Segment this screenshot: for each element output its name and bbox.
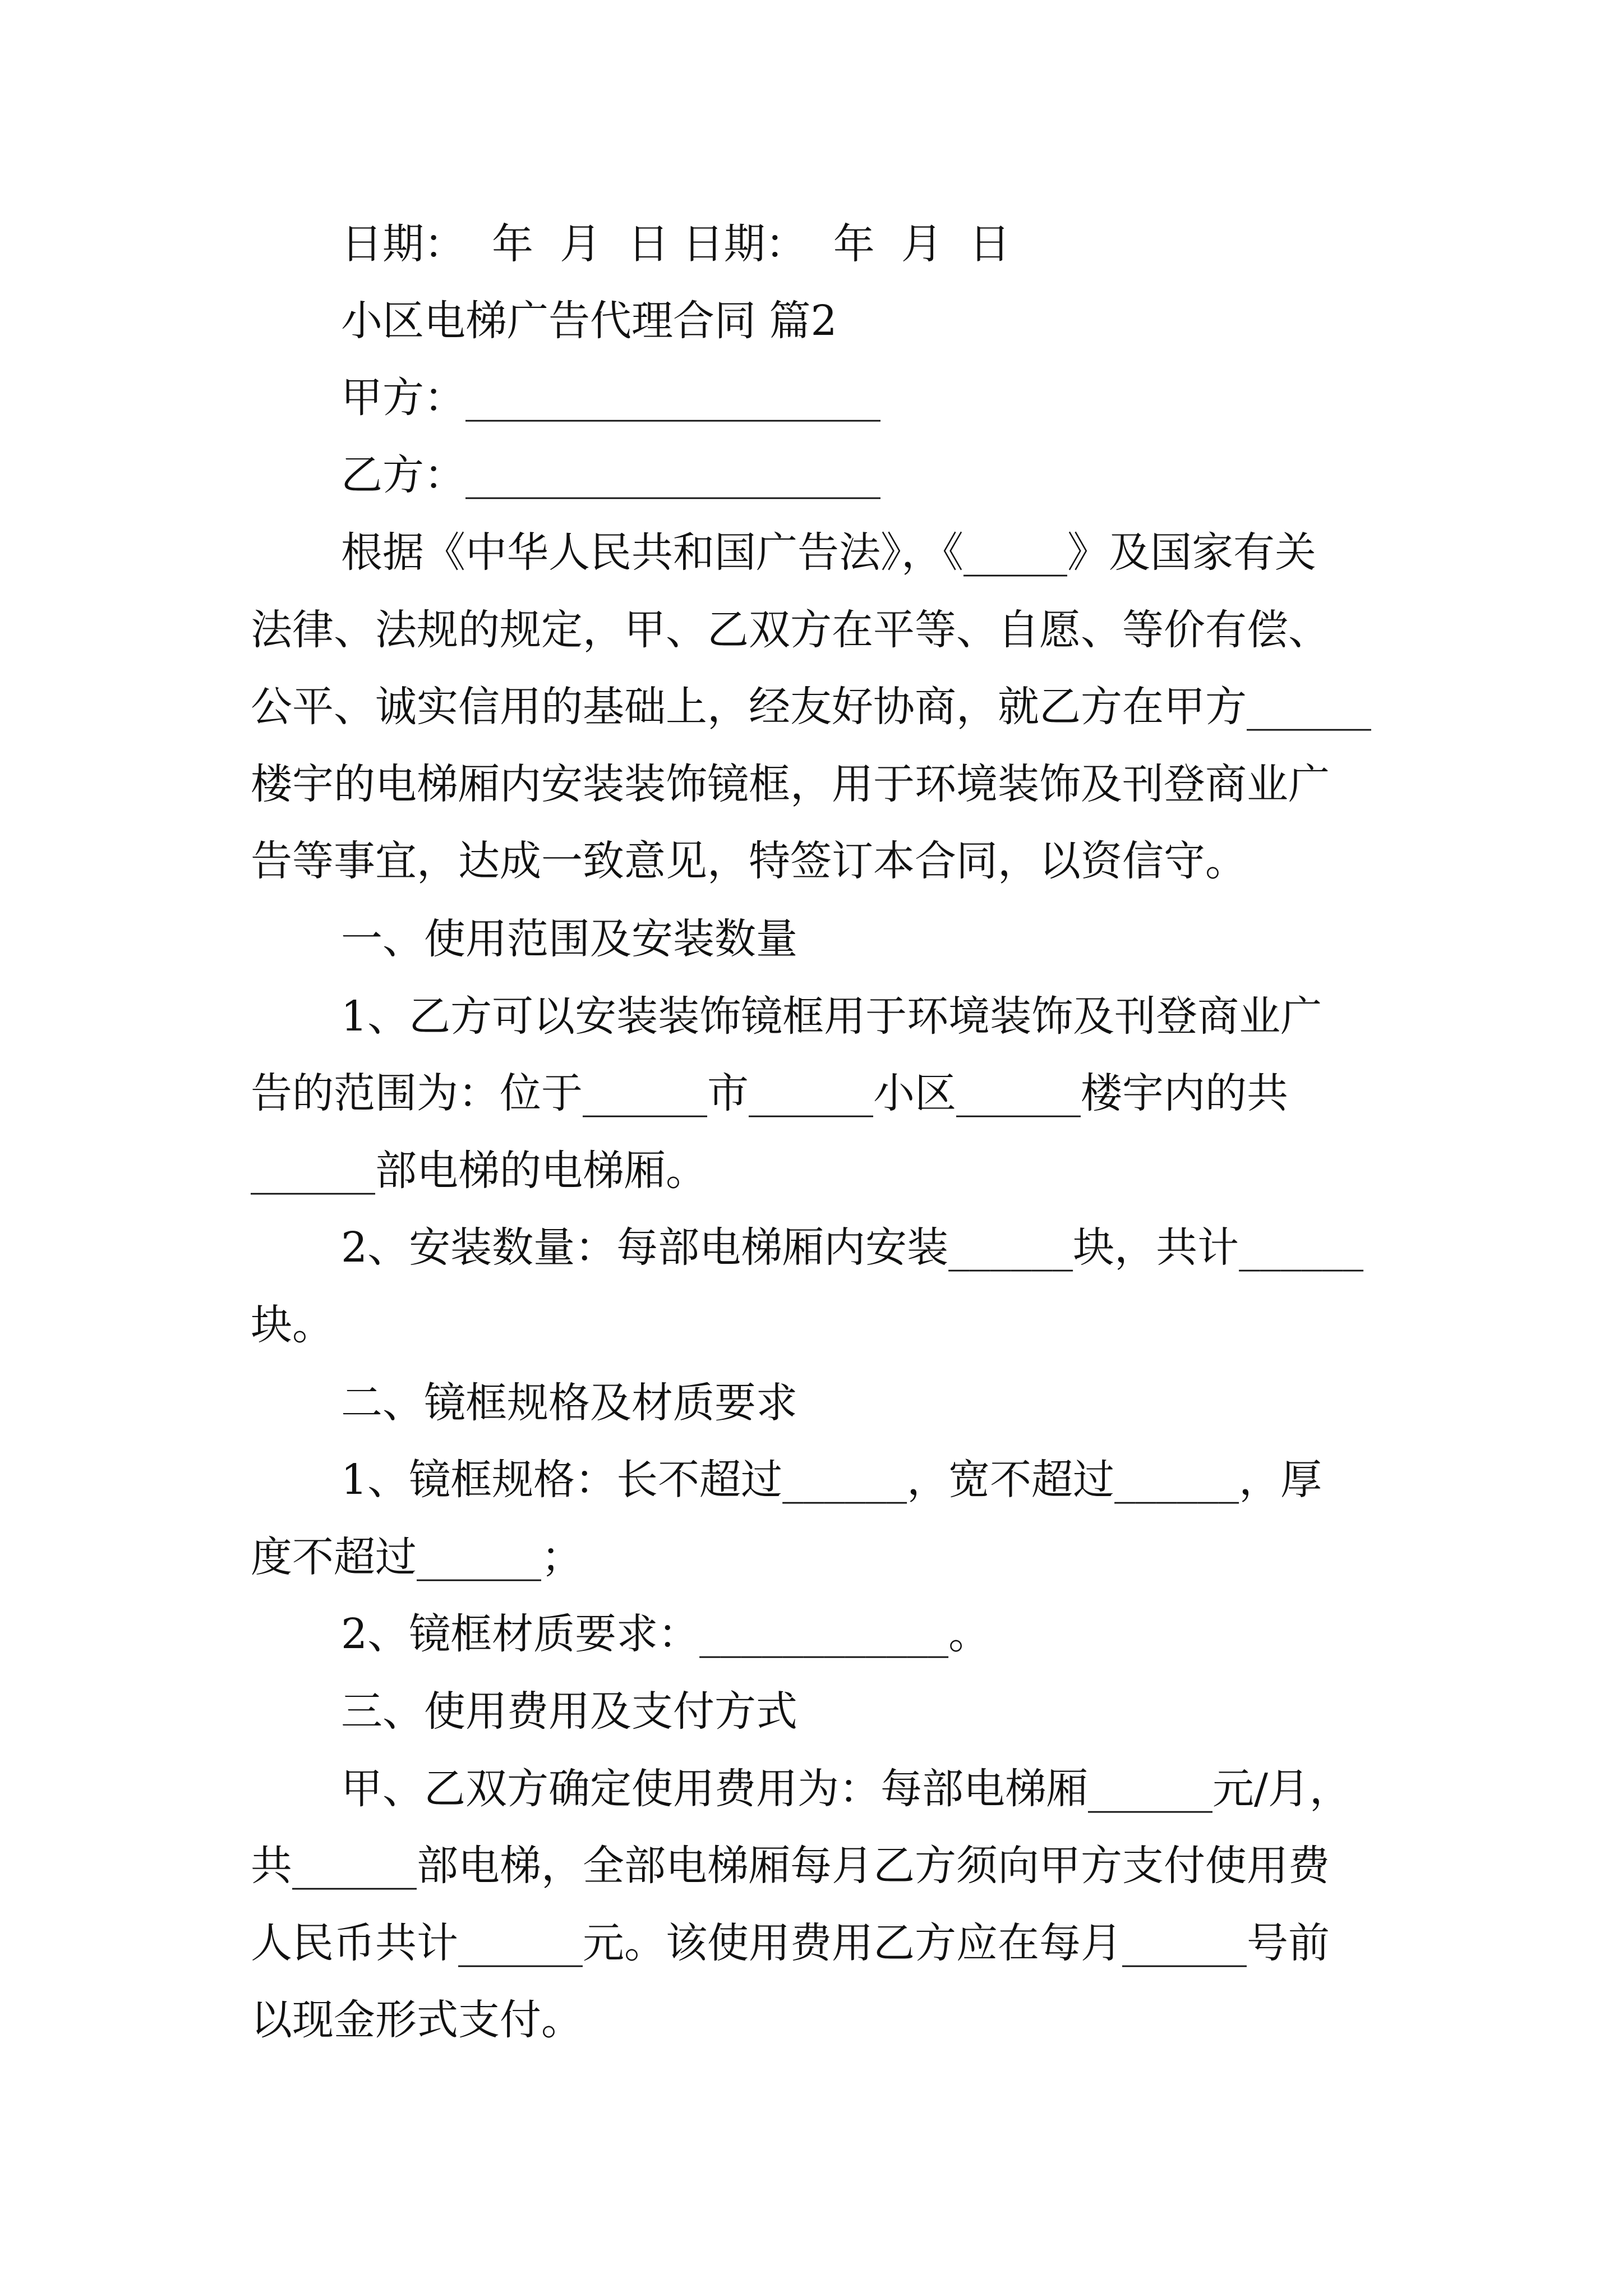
clause-1-1-line-3: ______部电梯的电梯厢。 [251,1147,707,1195]
section-heading-3: 三、使用费用及支付方式 [341,1687,797,1736]
preamble-line-2: 法律、法规的规定，甲、乙双方在平等、自愿、等价有偿、 [251,606,1330,654]
clause-1-2-line-1: 2、安装数量：每部电梯厢内安装______块，共计______ [341,1223,1364,1272]
clause-2-1-line-1: 1、镜框规格：长不超过______，宽不超过______，厚 [341,1456,1322,1504]
preamble-line-1: 根据《中华人民共和国广告法》，《_____》及国家有关 [341,528,1316,577]
clause-1-1-line-2: 告的范围为：位于______市______小区______楼宇内的共 [251,1069,1288,1117]
preamble-line-3: 公平、诚实信用的基础上，经友好协商，就乙方在甲方______ [251,683,1371,731]
party-b-field: 乙方：____________________ [341,451,880,499]
section-heading-2: 二、镜框规格及材质要求 [341,1379,797,1427]
clause-1-2-line-2: 块。 [251,1301,334,1349]
fee-clause-line-2: 共______部电梯，全部电梯厢每月乙方须向甲方支付使用费 [251,1842,1330,1890]
preamble-line-4: 楼宇的电梯厢内安装装饰镜框，用于环境装饰及刊登商业广 [251,760,1330,808]
clause-1-1-line-1: 1、乙方可以安装装饰镜框用于环境装饰及刊登商业广 [341,992,1322,1041]
party-a-field: 甲方：____________________ [341,374,880,422]
signature-date-line: 日期： 年 月 日 日期： 年 月 日 [341,220,1011,268]
fee-clause-line-3: 人民币共计______元。该使用费用乙方应在每月______号前 [251,1919,1330,1967]
section-heading-1: 一、使用范围及安装数量 [341,915,797,963]
clause-2-1-line-2: 度不超过______； [251,1533,583,1581]
fee-clause-line-1: 甲、乙双方确定使用费用为：每部电梯厢______元/月， [341,1765,1351,1813]
clause-2-2: 2、镜框材质要求：____________。 [341,1610,990,1658]
preamble-line-5: 告等事宜，达成一致意见，特签订本合同，以资信守。 [251,837,1247,885]
fee-clause-line-4: 以现金形式支付。 [251,1996,583,2044]
contract-title: 小区电梯广告代理合同 篇2 [341,297,837,345]
